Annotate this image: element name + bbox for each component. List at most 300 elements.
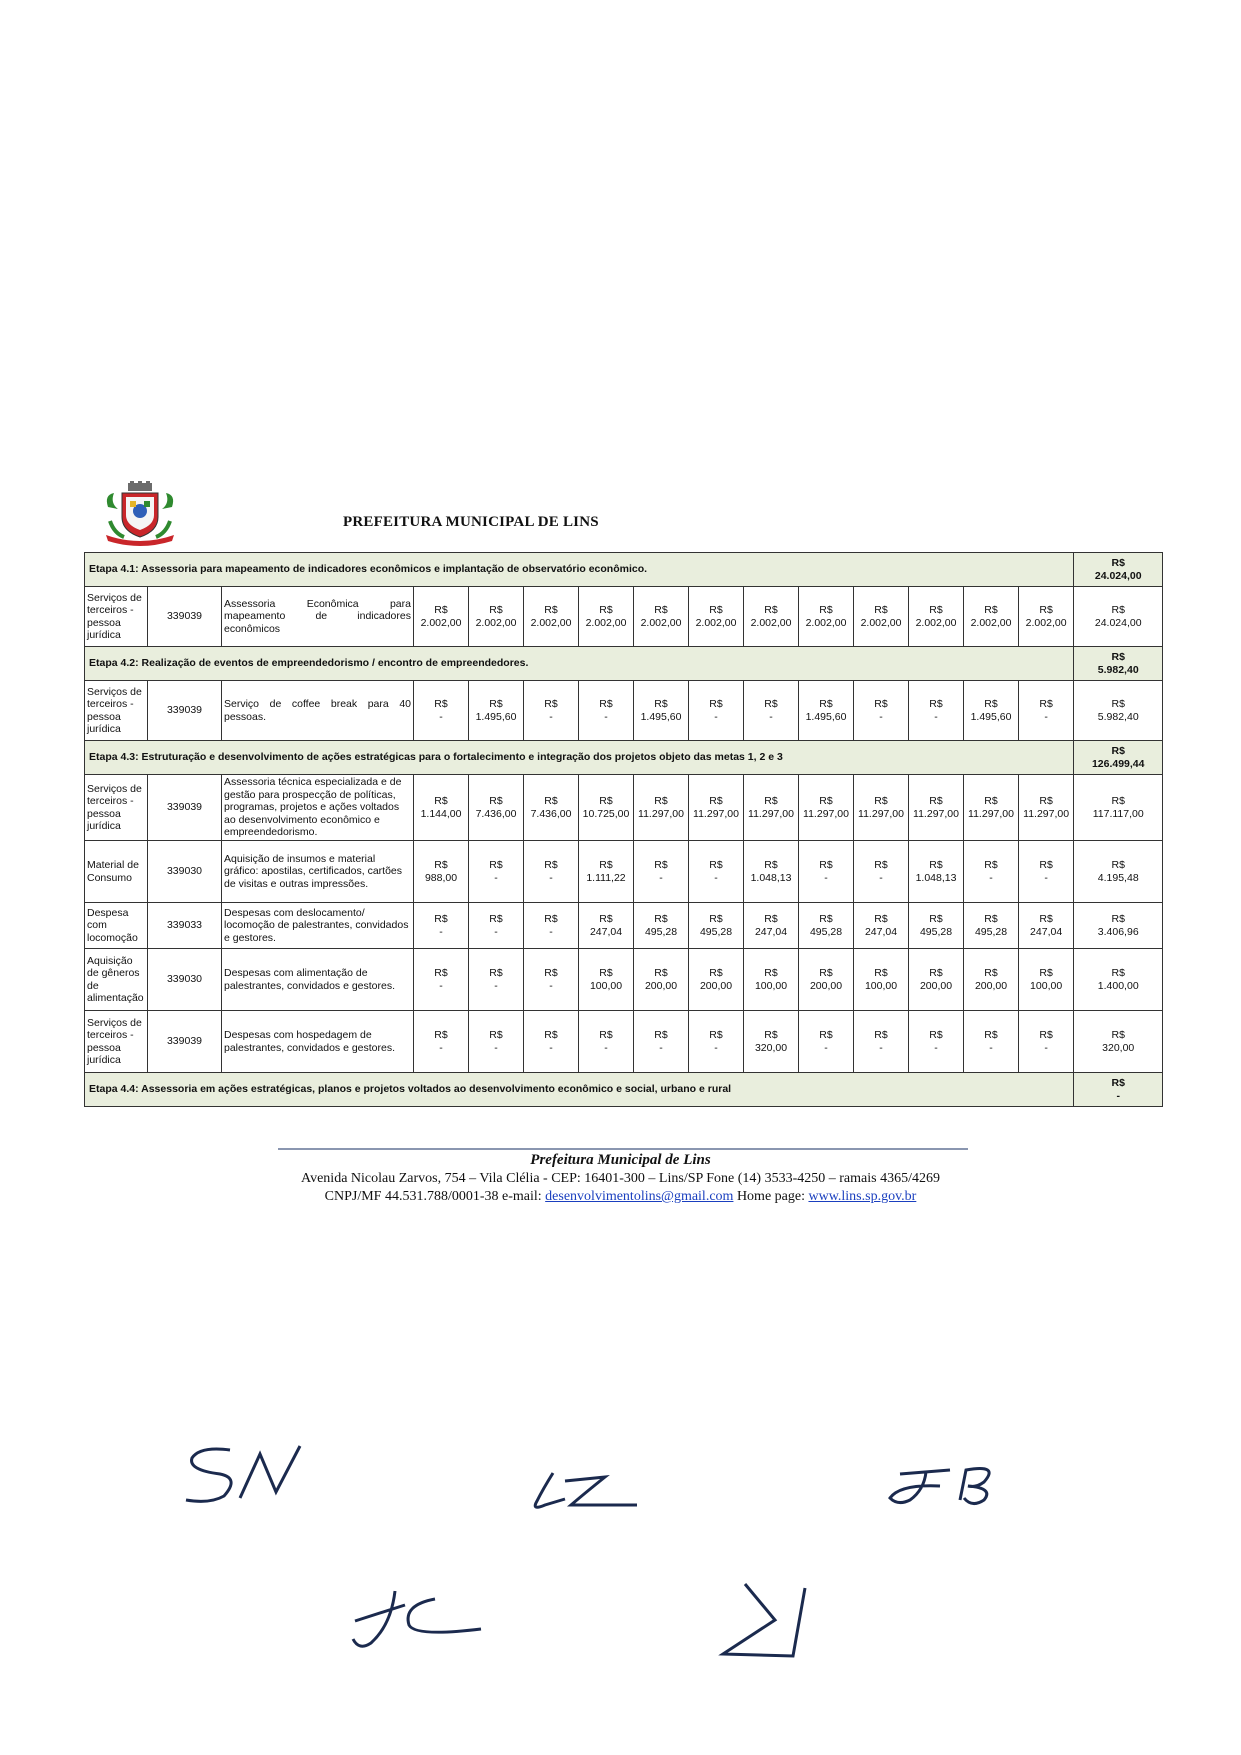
currency-label: R$ [1111, 604, 1125, 616]
month-value: 11.297,00 [858, 807, 904, 820]
month-value-cell [799, 587, 854, 647]
currency-label: R$ [544, 1029, 558, 1041]
currency-label: R$ [929, 859, 943, 871]
table-row [85, 1011, 1163, 1073]
month-value: - [879, 871, 883, 884]
currency-label: R$ [1111, 913, 1125, 925]
month-value-cell [909, 841, 964, 903]
currency-label: R$ [984, 604, 998, 616]
month-value: - [1044, 871, 1048, 884]
currency-label: R$ [489, 604, 503, 616]
month-value: 2.002,00 [475, 616, 517, 629]
month-value: 320,00 [754, 1041, 788, 1054]
month-value-cell [854, 775, 909, 841]
currency-label: R$ [654, 698, 668, 710]
month-value-cell [744, 1011, 799, 1073]
month-value-cell [854, 949, 909, 1011]
table-row [85, 903, 1163, 949]
month-value-cell [469, 775, 524, 841]
month-value-cell [524, 1011, 579, 1073]
currency-label: R$ [1111, 557, 1125, 569]
month-value-cell [964, 949, 1019, 1011]
month-value: 247,04 [1030, 925, 1063, 938]
stage-header-row [85, 741, 1163, 775]
table-row [85, 681, 1163, 741]
month-value-cell [909, 587, 964, 647]
currency-label: R$ [984, 1029, 998, 1041]
currency-label: R$ [1111, 795, 1125, 807]
currency-label: R$ [1111, 967, 1125, 979]
currency-label: R$ [434, 698, 448, 710]
month-value: 1.495,60 [475, 710, 517, 723]
month-value-cell [799, 903, 854, 949]
currency-label: R$ [929, 604, 943, 616]
expense-category: Serviços de terceiros - pessoa jurídica [85, 681, 148, 741]
currency-label: R$ [874, 604, 888, 616]
currency-label: R$ [929, 698, 943, 710]
month-value-cell [689, 949, 744, 1011]
currency-label: R$ [874, 967, 888, 979]
month-value: - [549, 710, 553, 723]
month-value: - [989, 871, 993, 884]
month-value: 1.495,60 [640, 710, 682, 723]
month-value-cell [854, 841, 909, 903]
month-value: 2.002,00 [860, 616, 902, 629]
row-total-cell [1074, 949, 1163, 1011]
month-value: 2.002,00 [750, 616, 792, 629]
month-value-cell [799, 775, 854, 841]
currency-label: R$ [709, 913, 723, 925]
month-value-cell [689, 841, 744, 903]
month-value-cell [634, 1011, 689, 1073]
currency-label: R$ [709, 698, 723, 710]
month-value-cell [744, 903, 799, 949]
footer-cnpj: CNPJ/MF 44.531.788/0001-38 e-mail: [324, 1189, 542, 1204]
month-value-cell [744, 587, 799, 647]
currency-label: R$ [709, 859, 723, 871]
footer-contact [0, 1189, 1241, 1205]
currency-label: R$ [929, 1029, 943, 1041]
month-value-cell [469, 1011, 524, 1073]
month-value-cell [579, 1011, 634, 1073]
month-value-cell [744, 681, 799, 741]
signature-1 [180, 1440, 320, 1510]
expense-code: 339039 [148, 587, 222, 647]
stage-total-value: - [1116, 1089, 1120, 1102]
currency-label: R$ [434, 913, 448, 925]
currency-label: R$ [599, 967, 613, 979]
month-value: 100,00 [754, 979, 788, 992]
currency-label: R$ [819, 795, 833, 807]
stage-header-row [85, 647, 1163, 681]
month-value-cell [799, 949, 854, 1011]
currency-label: R$ [1039, 698, 1053, 710]
currency-label: R$ [984, 859, 998, 871]
currency-label: R$ [599, 859, 613, 871]
month-value-cell [909, 1011, 964, 1073]
expense-category: Serviços de terceiros - pessoa jurídica [85, 1011, 148, 1073]
month-value-cell [964, 681, 1019, 741]
month-value: 200,00 [644, 979, 678, 992]
currency-label: R$ [434, 1029, 448, 1041]
month-value: - [549, 871, 553, 884]
month-value: 11.297,00 [748, 807, 794, 820]
month-value: - [494, 979, 498, 992]
stage-title: Etapa 4.4: Assessoria em ações estratégicas, planos e projetos voltados ao desenvolvimento econômico e social, urbano e rural [85, 1073, 1074, 1107]
month-value: 2.002,00 [420, 616, 462, 629]
month-value-cell [744, 775, 799, 841]
footer-address: Avenida Nicolau Zarvos, 754 – Vila Clélia - CEP: 16401-300 – Lins/SP Fone (14) 3533-4250 – ramais 4365/4269 [301, 1171, 940, 1186]
month-value: - [989, 1041, 993, 1054]
month-value: 200,00 [809, 979, 843, 992]
month-value-cell [524, 587, 579, 647]
currency-label: R$ [929, 913, 943, 925]
currency-label: R$ [489, 913, 503, 925]
email-link[interactable]: desenvolvimentolins@gmail.com [545, 1189, 734, 1204]
month-value: 2.002,00 [640, 616, 682, 629]
currency-label: R$ [489, 859, 503, 871]
table-row [85, 949, 1163, 1011]
month-value-cell [799, 841, 854, 903]
month-value-cell [469, 841, 524, 903]
month-value: 1.495,60 [970, 710, 1012, 723]
currency-label: R$ [654, 967, 668, 979]
month-value: - [1044, 1041, 1048, 1054]
expense-category: Despesa com locomoção [85, 903, 148, 949]
month-value-cell [1019, 775, 1074, 841]
month-value-cell [469, 587, 524, 647]
month-value: - [769, 710, 773, 723]
month-value: - [549, 979, 553, 992]
signature-2 [525, 1465, 645, 1515]
month-value: 2.002,00 [970, 616, 1012, 629]
month-value-cell [414, 681, 469, 741]
signature-3 [880, 1460, 1010, 1510]
currency-label: R$ [819, 859, 833, 871]
currency-label: R$ [984, 795, 998, 807]
budget-table [84, 552, 1163, 1107]
currency-label: R$ [434, 604, 448, 616]
currency-label: R$ [544, 698, 558, 710]
month-value: - [934, 1041, 938, 1054]
row-total-cell [1074, 841, 1163, 903]
month-value: 495,28 [699, 925, 733, 938]
table-row [85, 775, 1163, 841]
month-value: 1.144,00 [420, 807, 462, 820]
month-value-cell [579, 903, 634, 949]
month-value-cell [634, 587, 689, 647]
month-value-cell [689, 775, 744, 841]
currency-label: R$ [764, 698, 778, 710]
homepage-label: Home page: [736, 1189, 805, 1204]
currency-label: R$ [544, 967, 558, 979]
expense-description: Despesas com alimentação de palestrantes, convidados e gestores. [222, 949, 414, 1011]
month-value-cell [414, 949, 469, 1011]
month-value-cell [524, 949, 579, 1011]
month-value: - [714, 710, 718, 723]
currency-label: R$ [1111, 698, 1125, 710]
currency-label: R$ [1039, 795, 1053, 807]
month-value: 2.002,00 [530, 616, 572, 629]
month-value-cell [524, 841, 579, 903]
currency-label: R$ [764, 967, 778, 979]
currency-label: R$ [874, 859, 888, 871]
currency-label: R$ [929, 795, 943, 807]
currency-label: R$ [489, 795, 503, 807]
month-value-cell [634, 775, 689, 841]
currency-label: R$ [544, 604, 558, 616]
expense-category: Serviços de terceiros - pessoa jurídica [85, 775, 148, 841]
month-value-cell [579, 841, 634, 903]
currency-label: R$ [434, 859, 448, 871]
currency-label: R$ [599, 913, 613, 925]
stage-total-value: 126.499,44 [1091, 757, 1145, 770]
month-value-cell [909, 681, 964, 741]
month-value-cell [744, 841, 799, 903]
month-value: 11.297,00 [1023, 807, 1070, 820]
month-value-cell [634, 949, 689, 1011]
expense-description: Despesas com deslocamento/ locomoção de palestrantes, convidados e gestores. [222, 903, 414, 949]
month-value: 2.002,00 [585, 616, 627, 629]
month-value-cell [524, 681, 579, 741]
stage-total-value: 24.024,00 [1094, 569, 1142, 582]
row-total-cell [1074, 775, 1163, 841]
expense-description: Serviço de coffee break para 40 pessoas. [222, 681, 414, 741]
currency-label: R$ [654, 913, 668, 925]
currency-label: R$ [489, 1029, 503, 1041]
month-value: - [604, 710, 608, 723]
expense-description: Assessoria técnica especializada e de gestão para prospecção de políticas, programas, projetos e ações voltados ao desenvolvimento econômico e empreendedorismo. [222, 775, 414, 841]
month-value-cell [469, 681, 524, 741]
month-value: - [604, 1041, 608, 1054]
stage-total [1074, 647, 1163, 681]
month-value: 2.002,00 [915, 616, 957, 629]
currency-label: R$ [489, 698, 503, 710]
currency-label: R$ [764, 795, 778, 807]
month-value-cell [854, 903, 909, 949]
currency-label: R$ [599, 604, 613, 616]
month-value: - [934, 710, 938, 723]
currency-label: R$ [1111, 859, 1125, 871]
month-value: - [549, 925, 553, 938]
month-value-cell [524, 775, 579, 841]
table-row [85, 841, 1163, 903]
month-value: 11.297,00 [803, 807, 849, 820]
currency-label: R$ [1111, 651, 1125, 663]
currency-label: R$ [599, 1029, 613, 1041]
month-value-cell [689, 903, 744, 949]
month-value: 200,00 [919, 979, 953, 992]
month-value-cell [469, 949, 524, 1011]
row-total: 3.406,96 [1097, 925, 1139, 938]
row-total-cell [1074, 587, 1163, 647]
currency-label: R$ [544, 859, 558, 871]
currency-label: R$ [984, 698, 998, 710]
row-total: 24.024,00 [1094, 616, 1142, 629]
month-value-cell [854, 587, 909, 647]
month-value-cell [414, 841, 469, 903]
month-value-cell [634, 903, 689, 949]
month-value-cell [909, 775, 964, 841]
month-value-cell [414, 775, 469, 841]
currency-label: R$ [709, 795, 723, 807]
month-value: 100,00 [864, 979, 898, 992]
expense-category: Serviços de terceiros - pessoa jurídica [85, 587, 148, 647]
expense-category: Aquisição de gêneros de alimentação [85, 949, 148, 1011]
month-value: 247,04 [864, 925, 898, 938]
expense-category: Material de Consumo [85, 841, 148, 903]
stage-title: Etapa 4.3: Estruturação e desenvolvimento de ações estratégicas para o fortalecimento e integração dos projetos objeto das metas 1, 2 e 3 [85, 741, 1074, 775]
currency-label: R$ [654, 859, 668, 871]
month-value: 11.297,00 [968, 807, 1014, 820]
row-total-cell [1074, 1011, 1163, 1073]
stage-title: Etapa 4.1: Assessoria para mapeamento de indicadores econômicos e implantação de observatório econômico. [85, 553, 1074, 587]
month-value: 11.297,00 [638, 807, 684, 820]
month-value: 247,04 [589, 925, 623, 938]
currency-label: R$ [874, 913, 888, 925]
row-total: 320,00 [1102, 1041, 1135, 1054]
month-value: 100,00 [589, 979, 623, 992]
expense-code: 339030 [148, 841, 222, 903]
month-value: 2.002,00 [695, 616, 737, 629]
month-value-cell [799, 681, 854, 741]
currency-label: R$ [984, 967, 998, 979]
stage-total [1074, 1073, 1163, 1107]
currency-label: R$ [1111, 1077, 1125, 1089]
currency-label: R$ [654, 795, 668, 807]
currency-label: R$ [764, 1029, 778, 1041]
month-value-cell [854, 1011, 909, 1073]
month-value-cell [414, 1011, 469, 1073]
currency-label: R$ [1111, 1029, 1125, 1041]
month-value-cell [689, 587, 744, 647]
row-total: 5.982,40 [1097, 710, 1139, 723]
month-value: - [549, 1041, 553, 1054]
row-total-cell [1074, 903, 1163, 949]
expense-code: 339033 [148, 903, 222, 949]
currency-label: R$ [819, 1029, 833, 1041]
month-value: - [659, 871, 663, 884]
currency-label: R$ [819, 698, 833, 710]
footer-divider [278, 1148, 968, 1150]
currency-label: R$ [1039, 859, 1053, 871]
month-value-cell [579, 587, 634, 647]
month-value: - [824, 871, 828, 884]
currency-label: R$ [819, 967, 833, 979]
stage-total [1074, 553, 1163, 587]
month-value: - [494, 871, 498, 884]
currency-label: R$ [1111, 745, 1125, 757]
month-value: - [659, 1041, 663, 1054]
month-value-cell [964, 1011, 1019, 1073]
month-value: 1.048,13 [750, 871, 792, 884]
stage-total-value: 5.982,40 [1097, 663, 1139, 676]
homepage-link[interactable]: www.lins.sp.gov.br [808, 1189, 917, 1204]
month-value-cell [964, 775, 1019, 841]
month-value: 1.111,22 [586, 871, 626, 884]
currency-label: R$ [709, 604, 723, 616]
month-value-cell [744, 949, 799, 1011]
currency-label: R$ [764, 859, 778, 871]
month-value-cell [634, 681, 689, 741]
month-value: 495,28 [974, 925, 1008, 938]
month-value-cell [964, 903, 1019, 949]
currency-label: R$ [764, 604, 778, 616]
month-value: - [714, 871, 718, 884]
currency-label: R$ [819, 604, 833, 616]
month-value: 1.048,13 [915, 871, 957, 884]
month-value-cell [1019, 681, 1074, 741]
month-value: 495,28 [644, 925, 678, 938]
row-total: 4.195,48 [1097, 871, 1139, 884]
month-value: - [439, 925, 443, 938]
month-value: 200,00 [974, 979, 1008, 992]
month-value-cell [909, 949, 964, 1011]
month-value-cell [414, 903, 469, 949]
month-value: 1.495,60 [805, 710, 847, 723]
month-value: 2.002,00 [1025, 616, 1067, 629]
month-value-cell [964, 841, 1019, 903]
month-value: 7.436,00 [530, 807, 572, 820]
table-row [85, 587, 1163, 647]
month-value-cell [909, 903, 964, 949]
currency-label: R$ [434, 967, 448, 979]
month-value: 988,00 [424, 871, 458, 884]
row-total-cell [1074, 681, 1163, 741]
expense-code: 339030 [148, 949, 222, 1011]
expense-code: 339039 [148, 1011, 222, 1073]
month-value-cell [1019, 841, 1074, 903]
row-total: 1.400,00 [1097, 979, 1139, 992]
stage-header-row [85, 553, 1163, 587]
month-value: 2.002,00 [805, 616, 847, 629]
currency-label: R$ [819, 913, 833, 925]
coat-of-arms-icon [100, 481, 180, 547]
expense-description: Despesas com hospedagem de palestrantes, convidados e gestores. [222, 1011, 414, 1073]
month-value-cell [689, 681, 744, 741]
month-value-cell [1019, 903, 1074, 949]
month-value-cell [634, 841, 689, 903]
currency-label: R$ [434, 795, 448, 807]
currency-label: R$ [1039, 604, 1053, 616]
currency-label: R$ [654, 1029, 668, 1041]
month-value: - [494, 925, 498, 938]
signature-5 [715, 1580, 815, 1660]
month-value: 11.297,00 [693, 807, 739, 820]
month-value: 495,28 [919, 925, 953, 938]
currency-label: R$ [544, 913, 558, 925]
stage-title: Etapa 4.2: Realização de eventos de empreendedorismo / encontro de empreendedores. [85, 647, 1074, 681]
month-value-cell [524, 903, 579, 949]
currency-label: R$ [489, 967, 503, 979]
month-value: 247,04 [754, 925, 788, 938]
currency-label: R$ [874, 698, 888, 710]
currency-label: R$ [874, 795, 888, 807]
month-value-cell [414, 587, 469, 647]
month-value: - [494, 1041, 498, 1054]
month-value-cell [964, 587, 1019, 647]
expense-description: Aquisição de insumos e material gráfico: apostilas, certificados, cartões de visitas e outras impressões. [222, 841, 414, 903]
month-value: 495,28 [809, 925, 843, 938]
page-title: PREFEITURA MUNICIPAL DE LINS [343, 514, 599, 530]
month-value: 7.436,00 [475, 807, 517, 820]
expense-description: Assessoria Econômica para mapeamento de indicadores econômicos [222, 587, 414, 647]
currency-label: R$ [709, 1029, 723, 1041]
month-value: 10.725,00 [582, 807, 630, 820]
currency-label: R$ [984, 913, 998, 925]
stage-total [1074, 741, 1163, 775]
month-value: - [879, 710, 883, 723]
